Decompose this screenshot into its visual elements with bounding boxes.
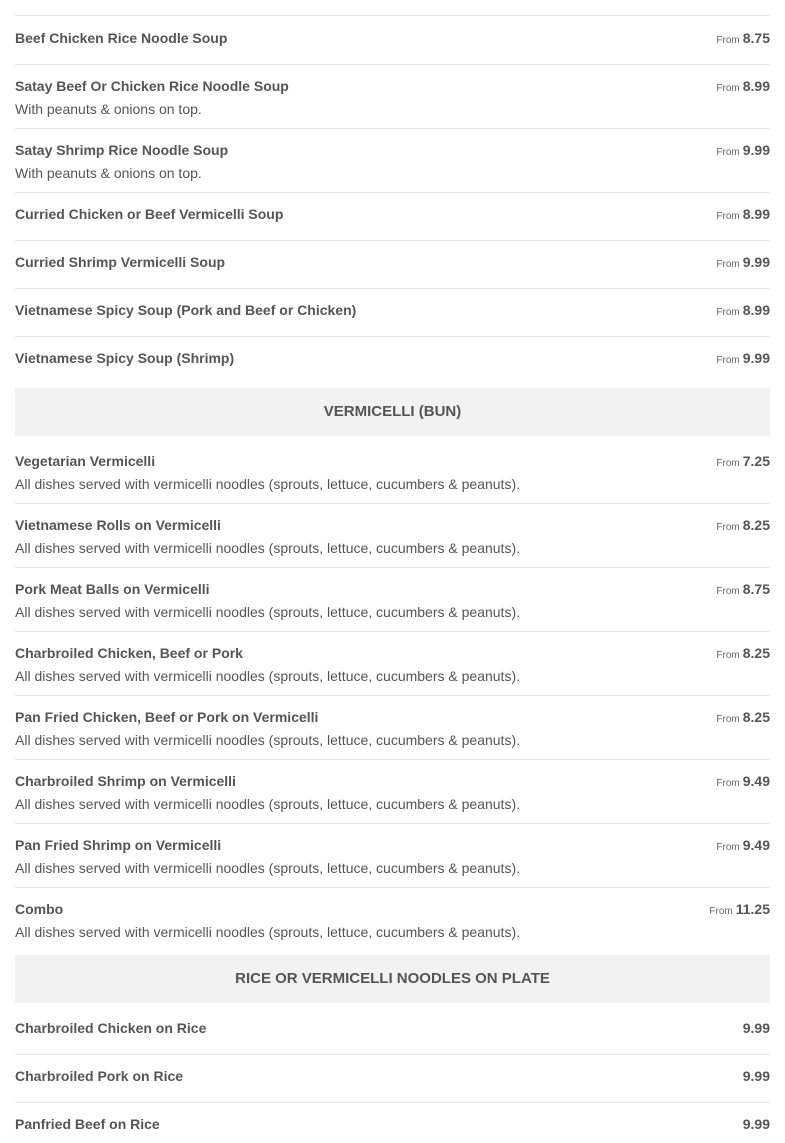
item-description: All dishes served with vermicelli noodles (sprouts, lettuce, cucumbers & peanuts). bbox=[15, 860, 520, 876]
menu-item[interactable] bbox=[15, 254, 770, 289]
item-price bbox=[716, 773, 770, 792]
price-amount: 11.25 bbox=[735, 901, 770, 917]
menu-item[interactable] bbox=[15, 773, 770, 824]
item-name: Vegetarian Vermicelli bbox=[15, 453, 156, 469]
item-name: Vietnamese Spicy Soup (Shrimp) bbox=[15, 350, 235, 366]
item-name: Charbroiled Chicken, Beef or Pork bbox=[15, 645, 243, 661]
price-from-label: From bbox=[716, 83, 740, 94]
price-amount: 8.25 bbox=[742, 709, 770, 725]
item-name: Panfried Beef on Rice bbox=[15, 1116, 160, 1132]
item-price bbox=[743, 1116, 770, 1133]
menu-item[interactable] bbox=[15, 453, 770, 504]
item-name: Charbroiled Chicken on Rice bbox=[15, 1020, 207, 1036]
item-description: All dishes served with vermicelli noodles (sprouts, lettuce, cucumbers & peanuts). bbox=[15, 668, 520, 684]
item-name: Beef Chicken Rice Noodle Soup bbox=[15, 30, 228, 46]
price-amount: 9.99 bbox=[742, 1116, 770, 1132]
item-name: Pork Meat Balls on Vermicelli bbox=[15, 581, 210, 597]
price-from-label: From bbox=[716, 259, 740, 270]
item-price bbox=[716, 517, 770, 536]
price-amount: 8.99 bbox=[742, 78, 770, 94]
item-name: Satay Beef Or Chicken Rice Noodle Soup bbox=[15, 78, 289, 94]
menu-item[interactable] bbox=[15, 901, 770, 947]
menu-item[interactable] bbox=[15, 645, 770, 696]
price-from-label: From bbox=[716, 355, 740, 366]
price-amount: 7.25 bbox=[742, 453, 770, 469]
item-price bbox=[716, 254, 770, 273]
item-price bbox=[716, 581, 770, 600]
price-amount: 8.99 bbox=[742, 302, 770, 318]
item-name: Curried Chicken or Beef Vermicelli Soup bbox=[15, 206, 284, 222]
price-from-label: From bbox=[716, 714, 740, 725]
price-amount: 9.99 bbox=[742, 1068, 770, 1084]
item-name: Charbroiled Shrimp on Vermicelli bbox=[15, 773, 236, 789]
menu-item[interactable] bbox=[15, 837, 770, 888]
item-price bbox=[716, 30, 770, 49]
menu-item[interactable] bbox=[15, 1116, 770, 1143]
item-price bbox=[743, 1068, 770, 1085]
menu-item[interactable] bbox=[15, 206, 770, 241]
menu-item[interactable] bbox=[15, 1068, 770, 1103]
price-from-label: From bbox=[716, 211, 740, 222]
item-price bbox=[716, 302, 770, 321]
item-description: With peanuts & onions on top. bbox=[15, 101, 202, 117]
price-from-label: From bbox=[716, 307, 740, 318]
menu-item[interactable] bbox=[15, 581, 770, 632]
menu-item[interactable] bbox=[15, 78, 770, 129]
price-amount: 8.75 bbox=[742, 581, 770, 597]
price-amount: 9.99 bbox=[742, 254, 770, 270]
item-description: All dishes served with vermicelli noodles (sprouts, lettuce, cucumbers & peanuts). bbox=[15, 604, 520, 620]
item-description: With peanuts & onions on top. bbox=[15, 165, 202, 181]
menu-item[interactable] bbox=[15, 350, 770, 380]
menu-item[interactable] bbox=[15, 517, 770, 568]
price-from-label: From bbox=[709, 906, 733, 917]
section-header-vermicelli: VERMICELLI (BUN) bbox=[15, 388, 770, 436]
item-description: All dishes served with vermicelli noodles (sprouts, lettuce, cucumbers & peanuts). bbox=[15, 540, 520, 556]
menu-item[interactable] bbox=[15, 142, 770, 193]
item-name: Pan Fried Shrimp on Vermicelli bbox=[15, 837, 222, 853]
item-description: All dishes served with vermicelli noodles (sprouts, lettuce, cucumbers & peanuts). bbox=[15, 924, 520, 940]
menu-item[interactable] bbox=[15, 709, 770, 760]
item-name: Pan Fried Chicken, Beef or Pork on Vermicelli bbox=[15, 709, 319, 725]
section-header-plate: RICE OR VERMICELLI NOODLES ON PLATE bbox=[15, 955, 770, 1003]
price-from-label: From bbox=[716, 842, 740, 853]
item-name: Combo bbox=[15, 901, 64, 917]
item-name: Vietnamese Spicy Soup (Pork and Beef or Chicken) bbox=[15, 302, 357, 318]
menu-item[interactable] bbox=[15, 30, 770, 65]
item-price bbox=[716, 350, 770, 369]
price-from-label: From bbox=[716, 650, 740, 661]
price-from-label: From bbox=[716, 458, 740, 469]
price-amount: 8.75 bbox=[742, 30, 770, 46]
price-from-label: From bbox=[716, 586, 740, 597]
price-amount: 9.99 bbox=[742, 350, 770, 366]
item-price bbox=[716, 709, 770, 728]
item-description: All dishes served with vermicelli noodles (sprouts, lettuce, cucumbers & peanuts). bbox=[15, 476, 520, 492]
price-amount: 8.99 bbox=[742, 206, 770, 222]
item-price bbox=[716, 142, 770, 161]
price-amount: 9.99 bbox=[742, 1020, 770, 1036]
price-amount: 9.49 bbox=[742, 837, 770, 853]
price-amount: 8.25 bbox=[742, 645, 770, 661]
price-from-label: From bbox=[716, 522, 740, 533]
divider bbox=[15, 15, 770, 16]
item-price bbox=[716, 837, 770, 856]
item-price bbox=[716, 206, 770, 225]
price-amount: 9.99 bbox=[742, 142, 770, 158]
price-from-label: From bbox=[716, 778, 740, 789]
menu-item[interactable] bbox=[15, 302, 770, 337]
item-name: Charbroiled Pork on Rice bbox=[15, 1068, 184, 1084]
price-from-label: From bbox=[716, 35, 740, 46]
item-price bbox=[716, 453, 770, 472]
item-name: Satay Shrimp Rice Noodle Soup bbox=[15, 142, 229, 158]
price-amount: 8.25 bbox=[742, 517, 770, 533]
item-name: Vietnamese Rolls on Vermicelli bbox=[15, 517, 221, 533]
item-description: All dishes served with vermicelli noodles (sprouts, lettuce, cucumbers & peanuts). bbox=[15, 732, 520, 748]
item-description: All dishes served with vermicelli noodles (sprouts, lettuce, cucumbers & peanuts). bbox=[15, 796, 520, 812]
item-price bbox=[743, 1020, 770, 1037]
item-price bbox=[716, 78, 770, 97]
price-amount: 9.49 bbox=[742, 773, 770, 789]
price-from-label: From bbox=[716, 147, 740, 158]
menu-item[interactable] bbox=[15, 1020, 770, 1055]
item-price bbox=[716, 645, 770, 664]
item-name: Curried Shrimp Vermicelli Soup bbox=[15, 254, 226, 270]
item-price bbox=[709, 901, 770, 920]
